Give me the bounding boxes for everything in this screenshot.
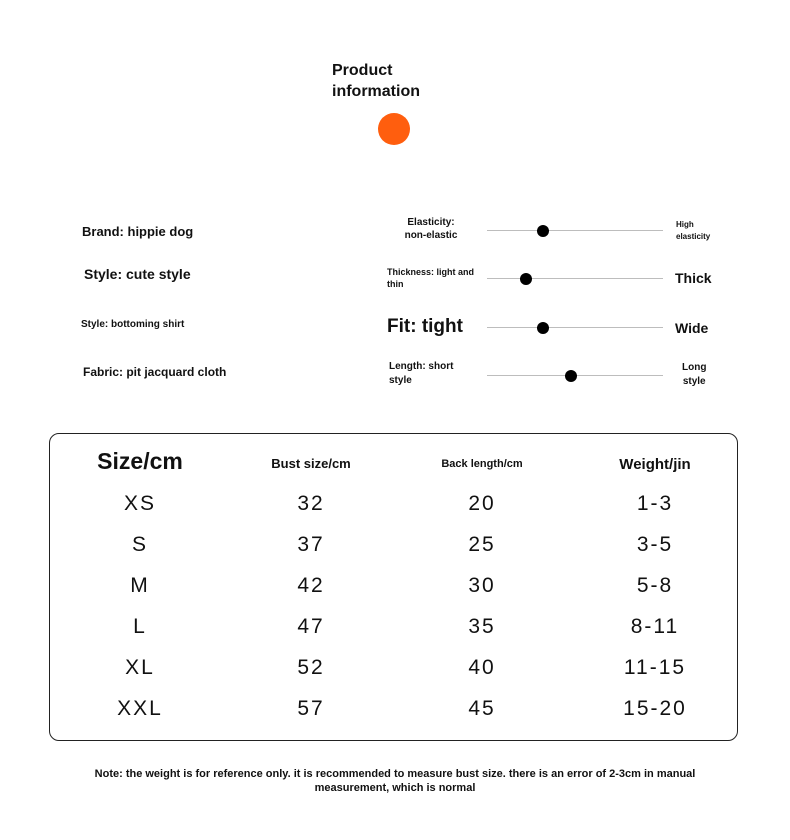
table-cell-weight: 1-3 — [636, 492, 674, 515]
title-line-2: information — [332, 83, 420, 100]
slider-length-left-label — [389, 360, 453, 388]
slider-elasticity-track — [487, 230, 663, 231]
label-line: non-elastic — [404, 230, 458, 241]
table-cell-weight: 8-11 — [630, 615, 680, 638]
slider-thickness-knob — [520, 273, 532, 285]
slider-thickness-track — [487, 278, 663, 279]
table-cell-bust: 32 — [297, 492, 325, 515]
table-cell-back-length: 35 — [468, 615, 496, 638]
label-line: Elasticity: — [407, 217, 455, 228]
page-title — [332, 60, 420, 102]
footnote: Note: the weight is for reference only. it is recommended to measure bust size. there is an error of 2-3cm in manual measurement, which is normal — [94, 768, 696, 794]
slider-fit-knob — [537, 322, 549, 334]
title-line-1: Product — [332, 62, 393, 79]
table-cell-weight: 15-20 — [623, 697, 687, 720]
table-cell-bust: 57 — [297, 697, 325, 720]
slider-elasticity-right-label — [676, 219, 710, 243]
table-cell-size: L — [133, 615, 147, 638]
table-cell-size: S — [131, 533, 149, 556]
table-cell-size: XL — [125, 656, 155, 679]
table-cell-size: M — [130, 574, 150, 597]
table-cell-bust: 42 — [297, 574, 325, 597]
slider-length-right-label — [682, 361, 706, 389]
table-cell-weight: 5-8 — [636, 574, 674, 597]
table-cell-size: XXL — [117, 697, 163, 720]
table-cell-bust: 37 — [297, 533, 325, 556]
table-cell-weight: 3-5 — [636, 533, 674, 556]
label-line: thin — [387, 279, 404, 289]
slider-elasticity-knob — [537, 225, 549, 237]
table-cell-bust: 47 — [297, 615, 325, 638]
slider-fit-right-label: Wide — [675, 320, 709, 336]
label-line: elasticity — [676, 232, 711, 241]
spec-fabric: Fabric: pit jacquard cloth — [83, 365, 227, 379]
table-header-size: Size/cm — [97, 448, 183, 474]
slider-fit-left-label: Fit: tight — [387, 316, 463, 337]
label-line: Long — [682, 362, 707, 373]
table-cell-back-length: 45 — [468, 697, 496, 720]
table-header-weight: Weight/jin — [619, 456, 691, 473]
table-header-back-length: Back length/cm — [441, 458, 523, 470]
table-cell-bust: 52 — [297, 656, 325, 679]
table-cell-back-length: 30 — [468, 574, 496, 597]
slider-length-knob — [565, 370, 577, 382]
slider-fit-track — [487, 327, 663, 328]
table-cell-size: XS — [123, 492, 157, 515]
label-line: style — [682, 376, 706, 387]
spec-style-cute: Style: cute style — [84, 266, 191, 282]
table-cell-back-length: 25 — [468, 533, 496, 556]
table-cell-back-length: 40 — [468, 656, 496, 679]
spec-brand: Brand: hippie dog — [82, 224, 194, 239]
label-line: Length: short — [389, 361, 454, 372]
slider-thickness-right-label: Thick — [675, 270, 712, 286]
size-table — [49, 433, 738, 741]
label-line: High — [676, 220, 694, 229]
spec-style-bottoming: Style: bottoming shirt — [81, 319, 185, 330]
table-cell-weight: 11-15 — [623, 656, 687, 679]
table-cell-back-length: 20 — [468, 492, 496, 515]
accent-dot — [378, 113, 410, 145]
slider-thickness-left-label — [387, 266, 474, 290]
table-header-bust: Bust size/cm — [271, 456, 351, 471]
slider-elasticity-left-label — [398, 216, 464, 242]
label-line: Thickness: light and — [387, 267, 475, 277]
label-line: style — [389, 375, 412, 386]
